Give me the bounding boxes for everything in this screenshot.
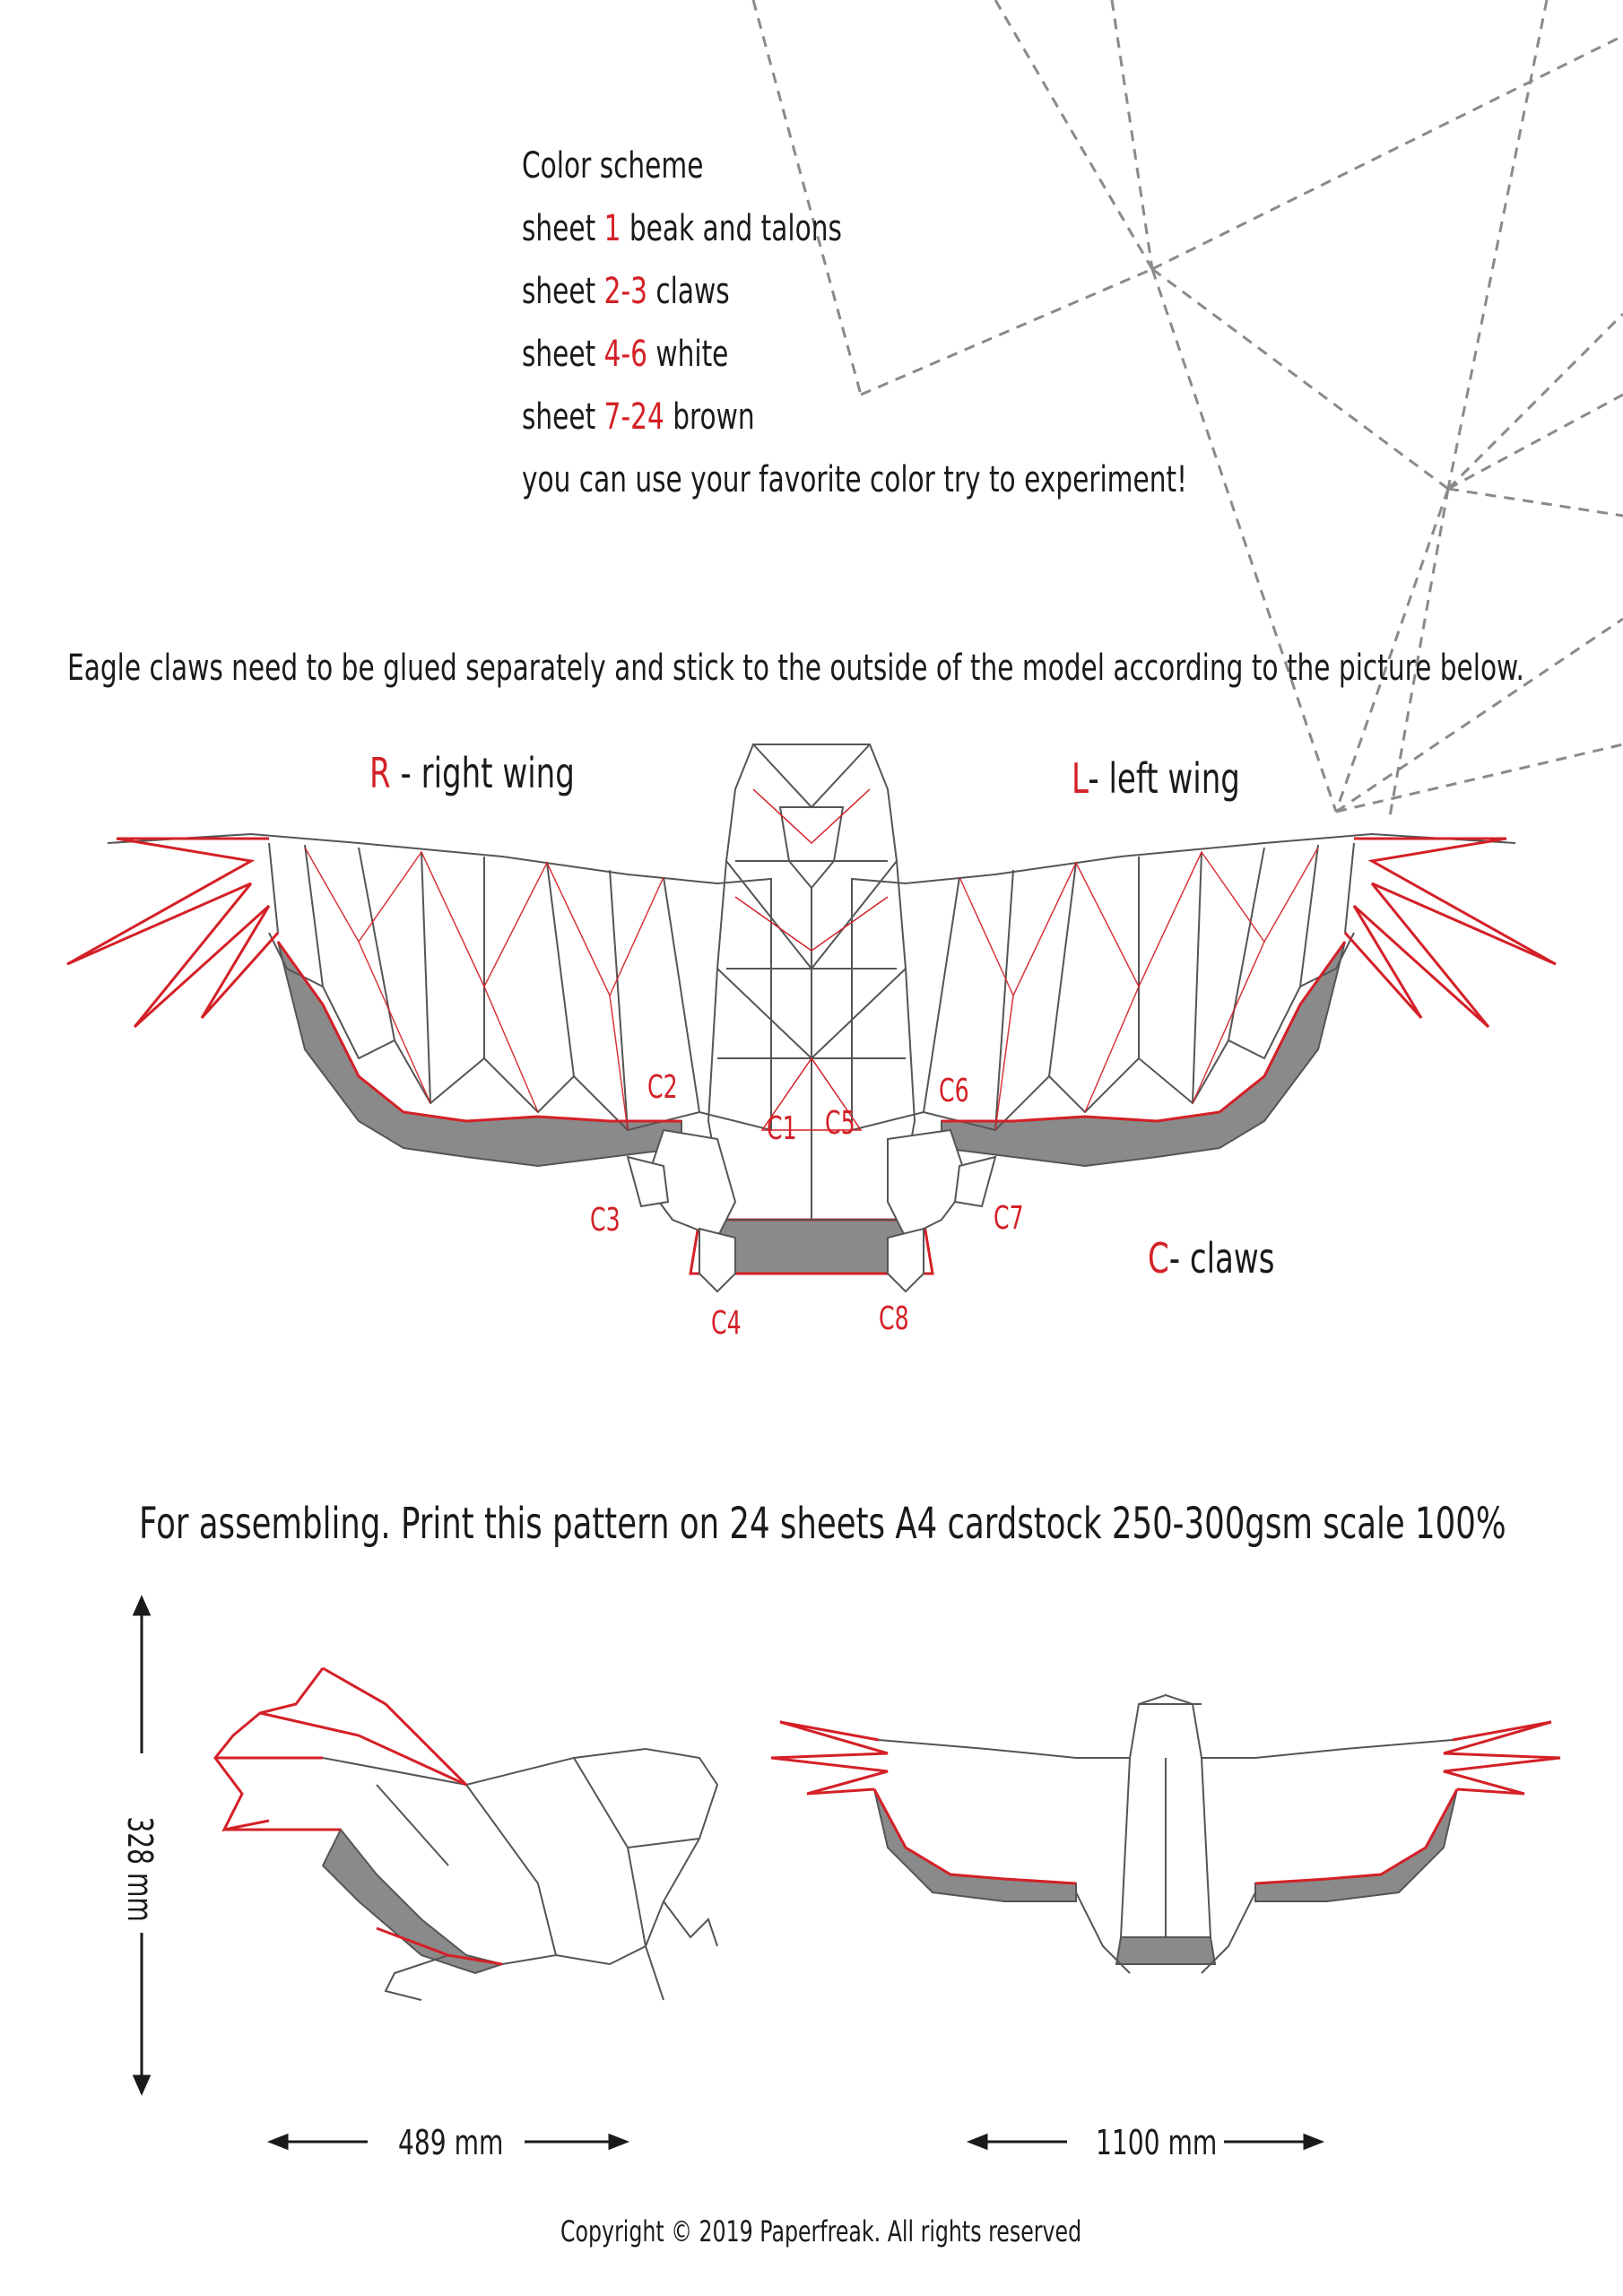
claw-label-c1: C1 <box>767 1110 797 1147</box>
claw-label-c5: C5 <box>825 1105 855 1142</box>
legend-text: - claws <box>1168 1234 1275 1283</box>
legend-text: - right wing <box>390 749 575 797</box>
sheet-desc: beak and talons <box>621 208 842 249</box>
claw-label-c2: C2 <box>647 1069 678 1106</box>
dimension-side-width: 489 mm <box>398 2123 504 2162</box>
legend-letter: L <box>1072 754 1089 803</box>
dimension-height-label: 328 mm <box>120 1816 160 1922</box>
sheet-desc: white <box>647 334 729 375</box>
sheet-prefix: sheet <box>522 208 604 249</box>
sheet-number: 7-24 <box>603 396 664 438</box>
sheet-prefix: sheet <box>522 271 604 312</box>
dimension-front-width: 1100 mm <box>1096 2123 1218 2162</box>
legend-letter: C <box>1148 1234 1169 1283</box>
sheet-number: 2-3 <box>603 271 647 312</box>
sheet-desc: brown <box>664 396 755 438</box>
claw-label-c4: C4 <box>711 1305 742 1342</box>
claw-label-c8: C8 <box>879 1300 909 1337</box>
color-scheme-title: Color scheme <box>522 145 704 187</box>
sheet-desc: claws <box>647 271 730 312</box>
sheet-prefix: sheet <box>522 396 604 438</box>
claws-instruction: Eagle claws need to be glued separately and stick to the outside of the model according to the picture below. <box>67 648 1524 689</box>
dimension-height <box>120 1807 160 1922</box>
color-scheme-note: you can use your favorite color try to experiment! <box>522 459 1187 500</box>
claw-label-c6: C6 <box>939 1073 969 1109</box>
sheet-prefix: sheet <box>522 334 604 375</box>
claw-label-c7: C7 <box>994 1200 1024 1237</box>
sheet-number: 4-6 <box>603 334 647 375</box>
legend-letter: R <box>369 749 391 797</box>
copyright: Copyright © 2019 Paperfreak. All rights reserved <box>560 2214 1082 2248</box>
legend-text: - left wing <box>1088 754 1240 803</box>
assembly-instruction: For assembling. Print this pattern on 24 sheets A4 cardstock 250-300gsm scale 100% <box>139 1499 1506 1549</box>
sheet-number: 1 <box>603 208 621 249</box>
claw-label-c3: C3 <box>590 1202 621 1239</box>
